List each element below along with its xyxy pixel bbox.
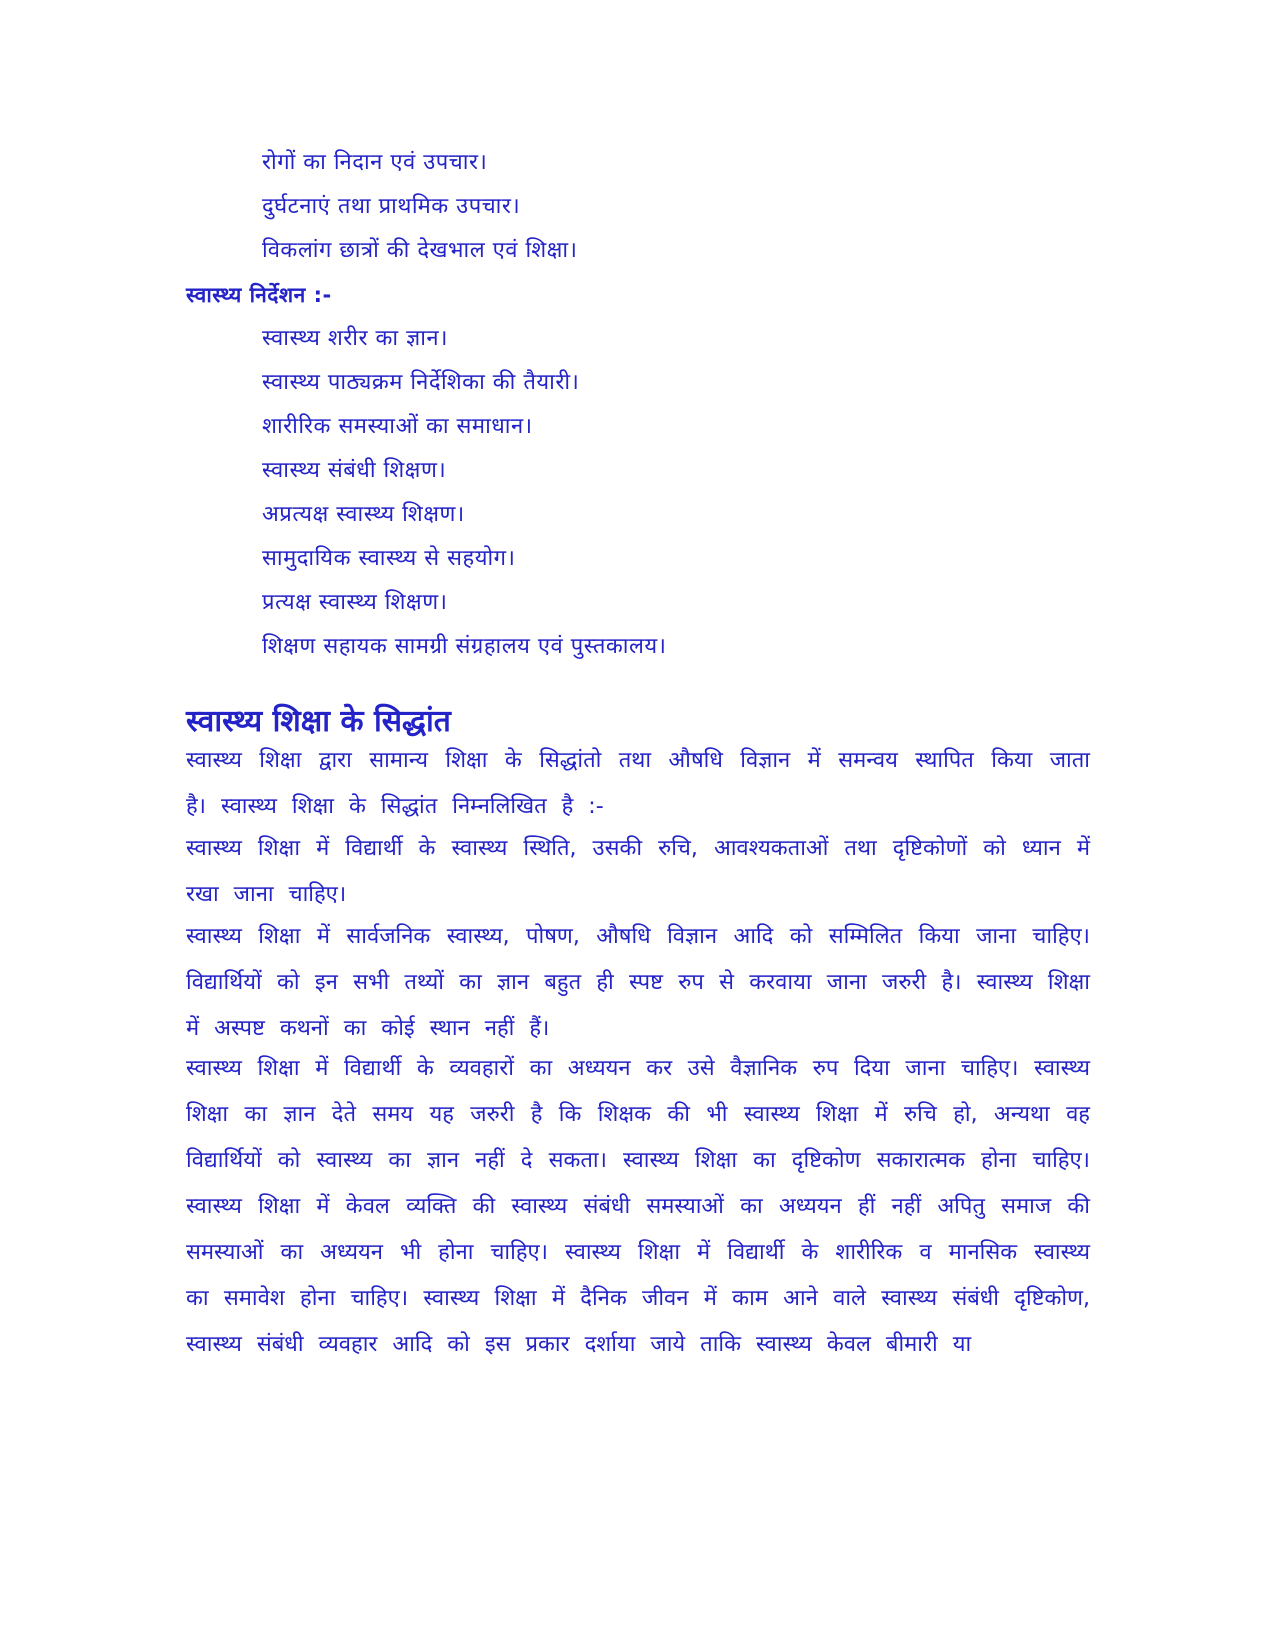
paragraph: स्वास्थ्य शिक्षा में विद्यार्थी के स्वास्थ्य स्थिति, उसकी रुचि, आवश्यकताओं तथा दृष्टिकोणों को ध्यान में रखा जाना चाहिए। [186, 836, 1090, 907]
paragraph: स्वास्थ्य शिक्षा में विद्यार्थी के व्यवहारों का अध्ययन कर उसे वैज्ञानिक रुप दिया जाना चाहिए। स्वास्थ्य शिक्षा का ज्ञान देते समय यह जरुरी है कि शिक्षक की भी स्वास्थ्य शिक्षा में रुचि हो, अन्यथा वह विद्यार्थियों को स्वास्थ्य का ज्ञान नहीं दे सकता। स्वास्थ्य शिक्षा का दृष्टिकोण सकारात्मक होना चाहिए। स्वास्थ्य शिक्षा में केवल व्यक्ति की स्वास्थ्य संबंधी समस्याओं का अध्ययन हीं नहीं अपितु समाज की समस्याओं का अध्ययन भी होना चाहिए। स्वास्थ्य शिक्षा में विद्यार्थी के शारीरिक व मानसिक स्वास्थ्य का समावेश होना चाहिए। स्वास्थ्य शिक्षा में दैनिक जीवन में काम आने वाले स्वास्थ्य संबंधी दृष्टिकोण, स्वास्थ्य संबंधी व्यवहार आदि को इस प्रकार दर्शाया जाये ताकि स्वास्थ्य केवल बीमारी या [186, 1056, 1090, 1357]
list-item: स्वास्थ्य पाठ्यक्रम निर्देशिका की तैयारी। [262, 370, 580, 395]
list-item: स्वास्थ्य संबंधी शिक्षण। [262, 458, 447, 483]
list-item: सामुदायिक स्वास्थ्य से सहयोग। [262, 546, 516, 571]
section-subheading: स्वास्थ्य निर्देशन :- [186, 283, 332, 307]
list-item: शिक्षण सहायक सामग्री संग्रहालय एवं पुस्तकालय। [262, 634, 667, 659]
list-item: शारीरिक समस्याओं का समाधान। [262, 414, 533, 439]
list-item: विकलांग छात्रों की देखभाल एवं शिक्षा। [262, 238, 578, 263]
paragraph: स्वास्थ्य शिक्षा द्वारा सामान्य शिक्षा के सिद्धांतो तथा औषधि विज्ञान में समन्वय स्थापित किया जाता है। स्वास्थ्य शिक्षा के सिद्धांत निम्नलिखित है :- [186, 748, 1090, 819]
paragraph: स्वास्थ्य शिक्षा में सार्वजनिक स्वास्थ्य, पोषण, औषधि विज्ञान आदि को सम्मिलित किया जाना चाहिए। विद्यार्थियों को इन सभी तथ्यों का ज्ञान बहुत ही स्पष्ट रुप से करवाया जाना जरुरी है। स्वास्थ्य शिक्षा में अस्पष्ट कथनों का कोई स्थान नहीं हैं। [186, 924, 1090, 1041]
list-item: प्रत्यक्ष स्वास्थ्य शिक्षण। [262, 590, 448, 615]
section-heading: स्वास्थ्य शिक्षा के सिद्धांत [186, 704, 451, 739]
list-item: स्वास्थ्य शरीर का ज्ञान। [262, 326, 448, 351]
list-item: अप्रत्यक्ष स्वास्थ्य शिक्षण। [262, 502, 465, 527]
list-item: रोगों का निदान एवं उपचार। [262, 150, 488, 175]
list-item: दुर्घटनाएं तथा प्राथमिक उपचार। [262, 194, 521, 219]
